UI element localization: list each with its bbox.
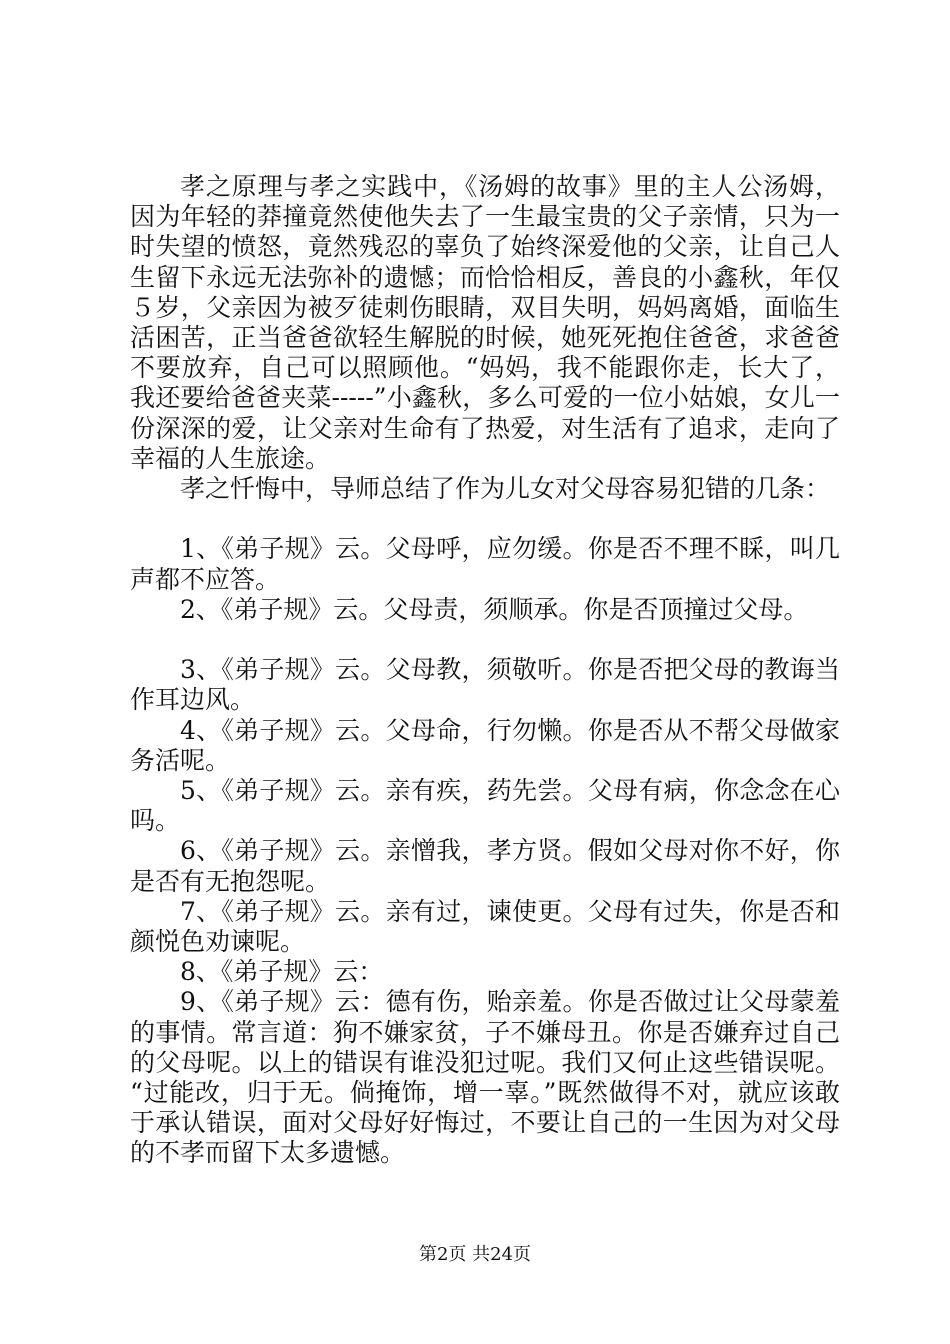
paragraph-repentance-intro: 孝之忏悔中，导师总结了作为儿女对父母容易犯错的几条： (180, 474, 831, 504)
list-item-4: 4、《弟子规》云。父母命，行勿懒。你是否从不帮父母做家务活呢。 (130, 715, 840, 775)
page-number-footer: 第2页 共24页 (418, 1244, 532, 1265)
document-body (130, 172, 840, 1169)
list-item-1: 1、《弟子规》云。父母呼，应勿缓。你是否不理不睬，叫几声都不应答。 (130, 534, 840, 594)
list-item-8: 8、《弟子规》云： (180, 957, 384, 987)
list-item-2: 2、《弟子规》云。父母责，须顺承。你是否顶撞过父母。 (180, 594, 809, 624)
paragraph-tom-and-xinqiu: 孝之原理与孝之实践中，《汤姆的故事》里的主人公汤姆，因为年轻的莽撞竟然使他失去了一生最宝贵的父子亲情，只为一时失望的愤怒，竟然残忍的辜负了始终深爱他的父亲，让自己人生留下永远无法弥补的遗憾；而恰恰相反，善良的小鑫秋，年仅５岁，父亲因为被歹徒刺伤眼睛，双目失明，妈妈离婚，面临生活困苦，正当爸爸欲轻生解脱的时候，她死死抱住爸爸，求爸爸不要放弃，自己可以照顾他。“妈妈，我不能跟你走，长大了，我还要给爸爸夹菜-----”小鑫秋，多么可爱的一位小姑娘，女儿一份深深的爱，让父亲对生命有了热爱，对生活有了追求，走向了幸福的人生旅途。 (130, 172, 840, 473)
list-item-3: 3、《弟子规》云。父母教，须敬听。你是否把父母的教诲当作耳边风。 (130, 655, 840, 715)
list-item-9: 9、《弟子规》云：德有伤，贻亲羞。你是否做过让父母蒙羞的事情。常言道：狗不嫌家贫，子不嫌母丑。你是否嫌弃过自己的父母呢。以上的错误有谁没犯过呢。我们又何止这些错误呢。“过能改，归于无。倘掩饰，增一辜。”既然做得不对，就应该敢于承认错误，面对父母好好悔过，不要让自己的一生因为对父母的不孝而留下太多遗憾。 (130, 987, 840, 1168)
paragraph-spacer (130, 625, 840, 655)
list-item-7: 7、《弟子规》云。亲有过，谏使更。父母有过失，你是否和颜悦色劝谏呢。 (130, 896, 840, 957)
paragraph-spacer (130, 504, 840, 534)
list-item-6: 6、《弟子规》云。亲憎我，孝方贤。假如父母对你不好，你是否有无抱怨呢。 (130, 836, 840, 896)
list-item-5: 5、《弟子规》云。亲有疾，药先尝。父母有病，你念念在心吗。 (130, 776, 840, 836)
